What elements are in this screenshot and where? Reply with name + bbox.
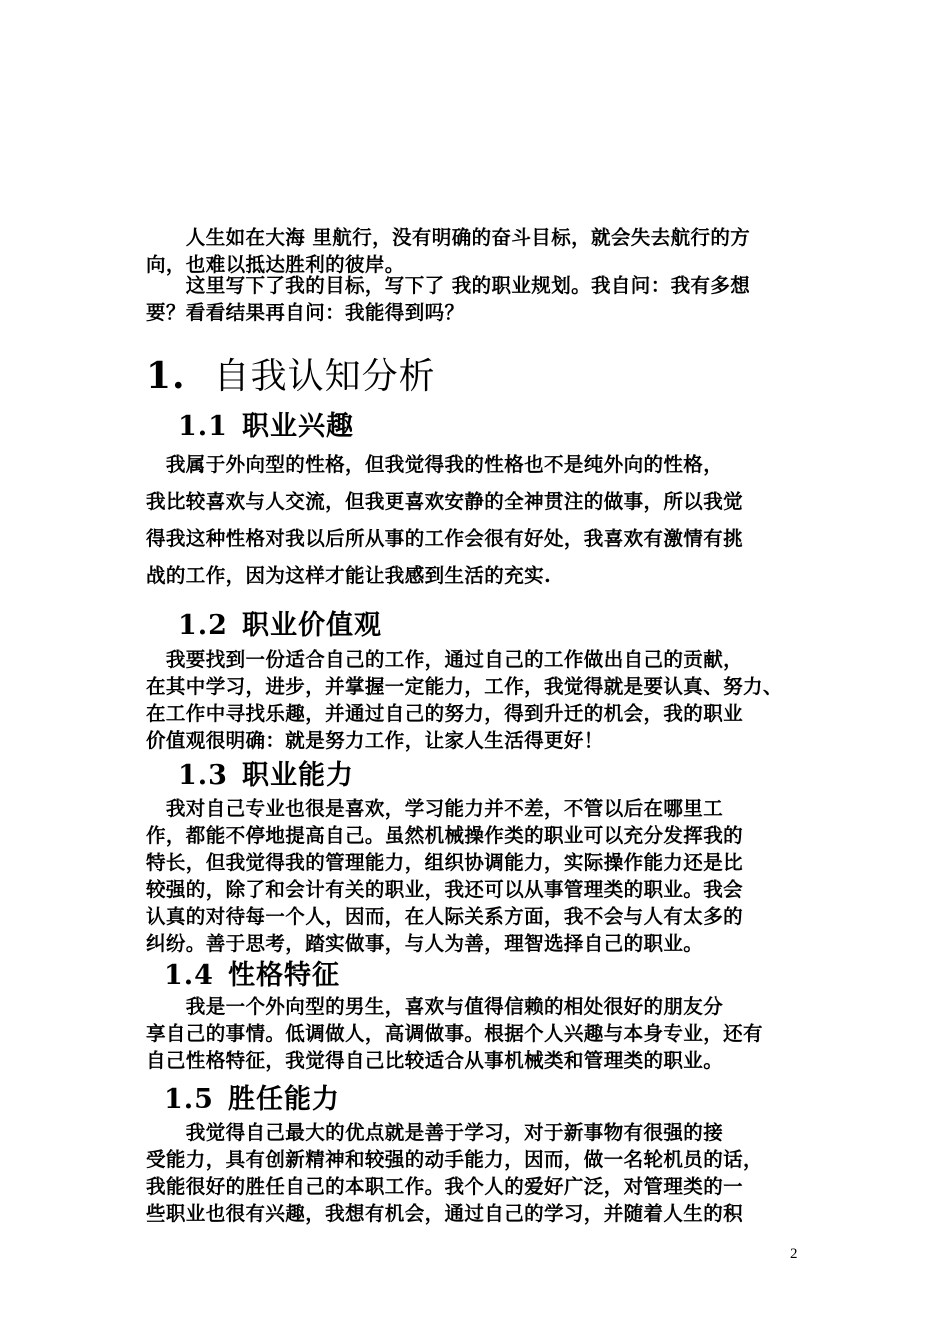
text-line: 我是一个外向型的男生，喜欢与值得信赖的相处很好的朋友分 xyxy=(146,995,724,1018)
text-line: 我要找到一份适合自己的工作，通过自己的工作做出自己的贡献， xyxy=(146,648,744,671)
subsection-paragraph xyxy=(146,993,810,1074)
text-line: 认真的对待每一个人，因而，在人际关系方面，我不会与人有太多的 xyxy=(146,905,744,928)
text-line: 我能很好的胜任自己的本职工作。我个人的爱好广泛，对管理类的一 xyxy=(146,1175,744,1198)
subsection-heading xyxy=(178,753,354,792)
text-line: 在其中学习，进步，并掌握一定能力，工作，我觉得就是要认真、努力、 xyxy=(146,675,783,698)
subsection-title: 职业能力 xyxy=(242,760,354,791)
section-heading xyxy=(146,348,436,399)
subsection-heading xyxy=(164,953,340,992)
subsection-heading xyxy=(178,404,354,443)
subsection-title: 职业价值观 xyxy=(242,610,382,641)
subsection-number: 1.3 xyxy=(178,760,228,791)
text-line: 我属于外向型的性格，但我觉得我的性格也不是纯外向的性格， xyxy=(146,453,724,476)
subsection-paragraph xyxy=(146,446,810,594)
intro-paragraph-2 xyxy=(146,272,810,326)
subsection-paragraph xyxy=(146,1119,810,1227)
subsection-title: 职业兴趣 xyxy=(242,411,354,442)
subsection-paragraph xyxy=(146,646,810,754)
text-line: 向，也难以抵达胜利的彼岸。 xyxy=(146,253,405,276)
subsection-heading xyxy=(164,1077,340,1116)
text-line: 我比较喜欢与人交流，但我更喜欢安静的全神贯注的做事，所以我觉 xyxy=(146,490,744,513)
text-line: 要？看看结果再自问：我能得到吗？ xyxy=(146,301,465,324)
intro-paragraph-1 xyxy=(146,224,810,278)
subsection-number: 1.5 xyxy=(164,1084,214,1115)
text-line: 价值观很明确：就是努力工作，让家人生活得更好！ xyxy=(146,729,604,752)
subsection-title: 性格特征 xyxy=(228,960,340,991)
section-title: 自我认知分析 xyxy=(213,356,436,397)
subsection-number: 1.2 xyxy=(178,610,228,641)
text-line: 我对自己专业也很是喜欢，学习能力并不差，不管以后在哪里工 xyxy=(146,797,724,820)
text-line: 战的工作，因为这样才能让我感到生活的充实. xyxy=(146,564,552,587)
subsection-number: 1.4 xyxy=(164,960,214,991)
page-number: 2 xyxy=(790,1246,798,1262)
text-line: 自己性格特征，我觉得自己比较适合从事机械类和管理类的职业。 xyxy=(146,1049,724,1072)
text-line: 些职业也很有兴趣，我想有机会，通过自己的学习，并随着人生的积 xyxy=(146,1202,744,1225)
text-line: 作，都能不停地提高自己。虽然机械操作类的职业可以充分发挥我的 xyxy=(146,824,744,847)
subsection-paragraph xyxy=(146,795,810,957)
text-line: 人生如在大海 里航行，没有明确的奋斗目标，就会失去航行的方 xyxy=(146,226,751,249)
text-line: 这里写下了我的目标，写下了 我的职业规划。我自问：我有多想 xyxy=(146,274,751,297)
text-line: 较强的，除了和会计有关的职业，我还可以从事管理类的职业。我会 xyxy=(146,878,744,901)
subsection-title: 胜任能力 xyxy=(228,1084,340,1115)
text-line: 纠纷。善于思考，踏实做事，与人为善，理智选择自己的职业。 xyxy=(146,932,704,955)
subsection-number: 1.1 xyxy=(178,411,228,442)
text-line: 特长，但我觉得我的管理能力，组织协调能力，实际操作能力还是比 xyxy=(146,851,744,874)
text-line: 我觉得自己最大的优点就是善于学习，对于新事物有很强的接 xyxy=(146,1121,724,1144)
text-line: 在工作中寻找乐趣，并通过自己的努力，得到升迁的机会，我的职业 xyxy=(146,702,744,725)
subsection-heading xyxy=(178,603,382,642)
text-line: 得我这种性格对我以后所从事的工作会很有好处，我喜欢有激情有挑 xyxy=(146,527,744,550)
text-line: 享自己的事情。低调做人，高调做事。根据个人兴趣与本身专业，还有 xyxy=(146,1022,763,1045)
section-number: 1. xyxy=(146,355,186,397)
text-line: 受能力，具有创新精神和较强的动手能力，因而，做一名轮机员的话， xyxy=(146,1148,763,1171)
